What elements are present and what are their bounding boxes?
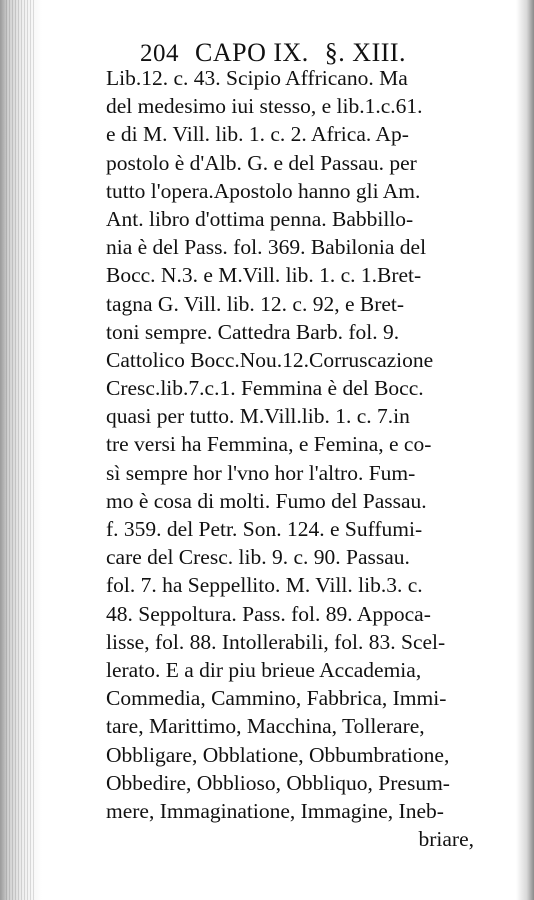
chapter-title: CAPO IX. — [195, 38, 309, 67]
text-line: tre versi ha Femmina, e Femina, e co- — [106, 432, 432, 457]
text-line: mo è cosa di molti. Fumo del Passau. — [106, 488, 427, 513]
text-line: care del Cresc. lib. 9. c. 90. Passau. — [106, 545, 410, 570]
text-line: f. 359. del Petr. Son. 124. e Suffumi- — [106, 517, 423, 541]
text-line: postolo è d'Alb. G. e del Passau. per — [106, 150, 417, 175]
text-line: Ant. libro d'ottima penna. Babbillo- — [106, 206, 414, 231]
text-line: lisse, fol. 88. Intollerabili, fol. 83. Scel- — [106, 629, 446, 654]
text-line: mere, Immaginatione, Immagine, Ineb- — [106, 798, 444, 823]
page-number: 204 — [140, 40, 179, 67]
text-line: Cresc.lib.7.c.1. Femmina è del Bocc. — [106, 376, 424, 401]
text-line: Obbedire, Obblioso, Obbliquo, Presum- — [106, 770, 450, 795]
text-line: toni sempre. Cattedra Barb. fol. 9. — [106, 319, 400, 344]
text-line: Cattolico Bocc.Nou.12.Corruscazione — [106, 347, 434, 372]
text-line: Commedia, Cammino, Fabbrica, Immi- — [106, 686, 447, 711]
body-text — [106, 64, 504, 853]
text-line: sì sempre hor l'vno hor l'altro. Fum- — [106, 460, 416, 485]
text-line: briare, — [418, 827, 474, 852]
text-line: Bocc. N.3. e M.Vill. lib. 1. c. 1.Bret- — [106, 263, 422, 288]
text-line: 48. Seppoltura. Pass. fol. 89. Appoca- — [106, 601, 431, 626]
text-line: Lib.12. c. 43. Scipio Affricano. Ma — [106, 66, 408, 90]
text-line: del medesimo iui stesso, e lib.1.c.61. — [106, 94, 423, 119]
text-line: tare, Marittimo, Macchina, Tollerare, — [106, 714, 425, 739]
text-line: fol. 7. ha Seppellito. M. Vill. lib.3. c. — [106, 573, 423, 598]
text-line: Obbligare, Obblatione, Obbumbratione, — [106, 742, 450, 767]
section-number: §. XIII. — [324, 38, 407, 67]
text-line: tagna G. Vill. lib. 12. c. 92, e Bret- — [106, 291, 405, 316]
text-line: lerato. E a dir piu brieue Accademia, — [106, 657, 422, 682]
page-gutter-shadow — [0, 0, 42, 900]
text-line: tutto l'opera.Apostolo hanno gli Am. — [106, 178, 421, 203]
page-edge-shadow — [516, 0, 534, 900]
text-line: quasi per tutto. M.Vill.lib. 1. c. 7.in — [106, 404, 410, 429]
text-line: e di M. Vill. lib. 1. c. 2. Africa. Ap- — [106, 122, 409, 147]
text-line: nia è del Pass. fol. 369. Babilonia del — [106, 235, 427, 260]
